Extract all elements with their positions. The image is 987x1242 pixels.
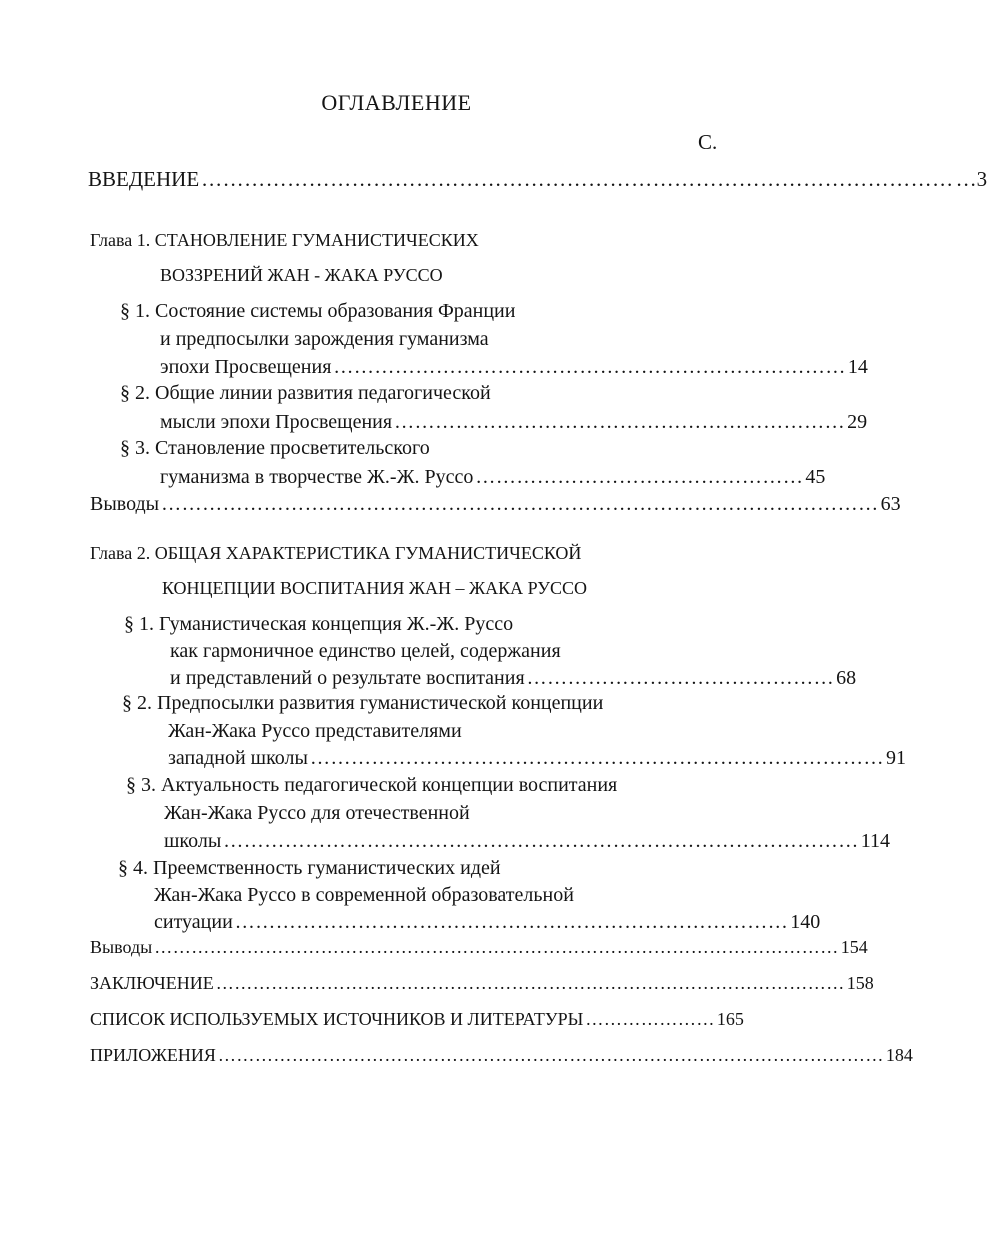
page-title: ОГЛАВЛЕНИЕ <box>321 90 472 115</box>
toc-ch2-s4-line1[interactable]: § 4. Преемственность гуманистических идей <box>118 857 501 879</box>
page-column-label: С. <box>698 130 718 154</box>
toc-ch1-s2-line1[interactable]: § 2. Общие линии развития педагогической <box>120 382 491 404</box>
toc-leader-dots: ………………………………………………………………………… <box>309 747 884 769</box>
chapter-2-heading-line1: Глава 2. ОБЩАЯ ХАРАКТЕРИСТИКА ГУМАНИСТИЧЕСКОЙ <box>90 543 582 563</box>
toc-ch2-s4-line2: Жан-Жака Руссо в современной образовательной <box>154 884 574 906</box>
toc-leader-dots: ………………… <box>585 1009 715 1029</box>
toc-ch1-s1-line2: и предпосылки зарождения гуманизма <box>160 328 489 350</box>
toc-leader-dots: ………………………………………………………………… <box>333 356 846 378</box>
toc-page-number: 184 <box>885 1045 913 1065</box>
toc-ch2-s1-line3: и представлений о результате воспитания ……………………………………… 68 <box>170 667 857 689</box>
toc-entry-intro[interactable] <box>88 166 987 192</box>
toc-ch1-conclusions[interactable]: Выводы …………………………………………………………………………………………… 63 <box>90 493 901 515</box>
toc-entry-title: ВВЕДЕНИЕ <box>88 167 200 191</box>
toc-page-number: 114 <box>860 830 891 852</box>
toc-leader-dots: ………………………………………… <box>475 466 804 488</box>
toc-leader-dots: ………………………………………………………………………………………… <box>215 973 845 993</box>
toc-ch2-s1-line1[interactable]: § 1. Гуманистическая концепция Ж.-Ж. Руссо <box>124 613 514 635</box>
toc-sources[interactable]: СПИСОК ИСПОЛЬЗУЕМЫХ ИСТОЧНИКОВ И ЛИТЕРАТУРЫ ………………… 165 <box>90 1006 720 1032</box>
toc-page-number: 154 <box>840 937 868 957</box>
toc-page-number: 68 <box>836 667 857 689</box>
toc-page-number: 158 <box>846 973 874 993</box>
toc-leader-dots: …………………………………………………………………………………………… <box>201 167 954 191</box>
toc-leader-dots: …………………………………………………………………………………………… <box>161 493 879 515</box>
toc-ch2-conclusions[interactable]: Выводы ………………………………………………………………………………………………… 154 <box>90 934 720 960</box>
chapter-1-heading-line2: ВОЗЗРЕНИЙ ЖАН - ЖАКА РУССО <box>160 265 443 285</box>
toc-page-number: 29 <box>847 411 868 433</box>
toc-page-number: 45 <box>805 466 826 488</box>
toc-ch1-s1-line1[interactable]: § 1. Состояние системы образования Франции <box>120 300 516 322</box>
toc-page-number: 63 <box>880 493 901 515</box>
toc-ch2-s2-line3: западной школы ………………………………………………………………………… 91 <box>168 747 906 769</box>
toc-page-number: …3 <box>955 167 987 191</box>
toc-ch1-s2-line2: мысли эпохи Просвещения ………………………………………………………… 29 <box>160 411 868 433</box>
toc-leader-dots: ………………………………………………………………………………… <box>223 830 859 852</box>
toc-page-number: 91 <box>885 747 906 769</box>
chapter-2-heading-line2: КОНЦЕПЦИИ ВОСПИТАНИЯ ЖАН – ЖАКА РУССО <box>162 578 587 598</box>
toc-leader-dots: ……………………………………… <box>526 667 835 689</box>
toc-ch1-s3-line1[interactable]: § 3. Становление просветительского <box>120 437 430 459</box>
toc-ch1-s1-line3: эпохи Просвещения ………………………………………………………………… 14 <box>160 356 868 378</box>
toc-leader-dots: ……………………………………………………………………………………………… <box>217 1045 884 1065</box>
toc-ch1-s3-line2: гуманизма в творчестве Ж.-Ж. Руссо ………………………………………… 45 <box>160 466 826 488</box>
toc-page-number: 140 <box>790 911 821 933</box>
toc-ch2-s3-line3: школы ………………………………………………………………………………… 114 <box>164 830 891 852</box>
toc-ch2-s1-line2: как гармоничное единство целей, содержания <box>170 640 561 662</box>
toc-ch2-s4-line3: ситуации ……………………………………………………………………… 140 <box>154 911 821 933</box>
toc-leader-dots: ………………………………………………………………………………………………… <box>154 937 839 957</box>
toc-ch2-s2-line2: Жан-Жака Руссо представителями <box>168 720 462 742</box>
toc-page-number: 14 <box>847 356 868 378</box>
toc-ch2-s3-line2: Жан-Жака Руссо для отечественной <box>164 802 470 824</box>
toc-appendix[interactable]: ПРИЛОЖЕНИЯ ……………………………………………………………………………………………… 184 <box>90 1042 720 1068</box>
toc-leader-dots: ………………………………………………………… <box>394 411 846 433</box>
toc-ch2-s3-line1[interactable]: § 3. Актуальность педагогической концепции воспитания <box>126 774 618 796</box>
toc-ch2-s2-line1[interactable]: § 2. Предпосылки развития гуманистической концепции <box>122 692 604 714</box>
chapter-1-heading-line1: Глава 1. СТАНОВЛЕНИЕ ГУМАНИСТИЧЕСКИХ <box>90 230 479 250</box>
toc-conclusion[interactable]: ЗАКЛЮЧЕНИЕ ………………………………………………………………………………………… 158 <box>90 970 718 996</box>
toc-page-number: 165 <box>716 1009 744 1029</box>
toc-leader-dots: ……………………………………………………………………… <box>234 911 789 933</box>
